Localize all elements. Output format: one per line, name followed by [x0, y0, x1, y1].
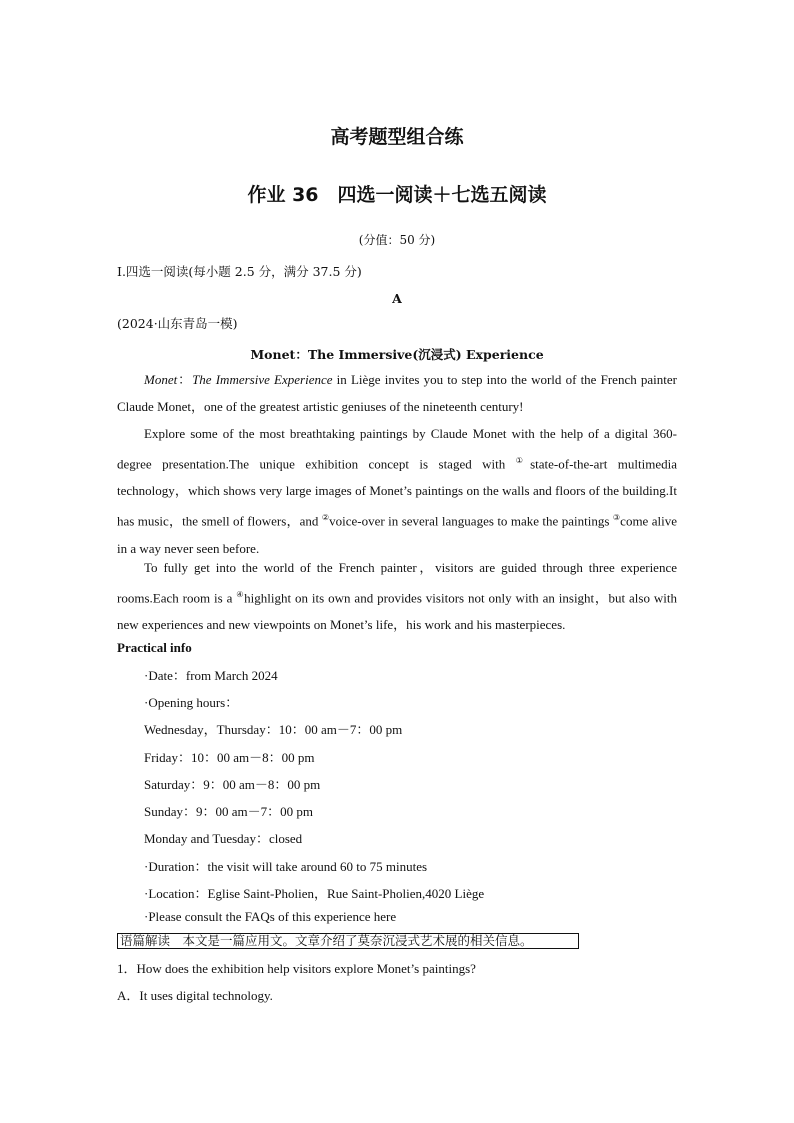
- p2-b: state-of-the-art multimedia technology，which shows very large images of Monet’s paintings on the walls and floors of the building.It has music，the smell of flowers，and: [117, 456, 677, 529]
- italic-experience: The Immersive Experience: [192, 372, 333, 387]
- marker-2: ②: [321, 513, 330, 523]
- p2-c: voice-over in several languages to make the paintings: [329, 513, 613, 529]
- info-location: ·Location：Eglise Saint-Pholien，Rue Saint-Pholien,4020 Liège: [144, 886, 485, 901]
- p2-a: Explore some of the most breathtaking paintings by Claude Monet with the help of a digital 360-degree presentation.The unique exhibition concept is staged with: [117, 426, 677, 472]
- info-fri: Friday：10：00 am－8：00 pm: [144, 750, 315, 765]
- score-info: (分值：50 分): [358, 233, 436, 247]
- section-label: Ⅰ.四选一阅读(每小题 2.5 分，满分 37.5 分): [117, 264, 362, 279]
- info-sun: Sunday：9：00 am－7：00 pm: [144, 804, 313, 819]
- p3-b: highlight on its own and provides visitors not only with an insight，but also with new experiences and new viewpoints on Monet’s life，his work and his masterpieces.: [117, 590, 678, 633]
- p1-rest: in Liège invites you to step into the world of the French painter Claude Monet，one of the greatest artistic geniuses of the nineteenth century!: [117, 372, 677, 414]
- paragraph-3: [117, 554, 677, 638]
- info-mon-tue: Monday and Tuesday：closed: [144, 831, 303, 846]
- reading-note-box: 语篇解读 本文是一篇应用文。文章介绍了莫奈沉浸式艺术展的相关信息。: [117, 933, 579, 949]
- question-1: 1．How does the exhibition help visitors explore Monet’s paintings?: [117, 961, 476, 976]
- marker-4: ④: [236, 590, 245, 599]
- info-duration: ·Duration：the visit will take around 60 to 75 minutes: [144, 859, 428, 874]
- practical-info-heading: Practical info: [117, 640, 192, 655]
- option-a: A．It uses digital technology.: [117, 988, 273, 1003]
- p3-a: To fully get into the world of the French painter，visitors are guided through three experience rooms.Each room is a: [117, 560, 677, 606]
- source-label: (2024·山东青岛一模): [117, 316, 238, 331]
- info-faq: ·Please consult the FAQs of this experience here: [144, 909, 397, 924]
- info-wed-thu: Wednesday，Thursday：10：00 am－7：00 pm: [144, 722, 403, 737]
- info-date: ·Date：from March 2024: [144, 668, 278, 683]
- marker-3: ③: [612, 513, 621, 523]
- p2-d: come alive in a way never seen before.: [117, 513, 678, 556]
- info-sat: Saturday：9：00 am－8：00 pm: [144, 777, 321, 792]
- marker-1: ①: [515, 456, 531, 465]
- p1-sep: ：: [177, 372, 193, 387]
- page-title: 高考题型组合练: [330, 126, 464, 148]
- italic-monet: Monet: [144, 372, 178, 387]
- paragraph-2: [117, 420, 677, 562]
- assignment-title: 作业 36 四选一阅读＋七选五阅读: [247, 184, 547, 206]
- paragraph-1: [117, 366, 677, 420]
- part-label: A: [392, 291, 402, 306]
- info-hours-label: ·Opening hours：: [144, 695, 239, 710]
- article-title: Monet：The Immersive(沉浸式) Experience: [250, 347, 544, 362]
